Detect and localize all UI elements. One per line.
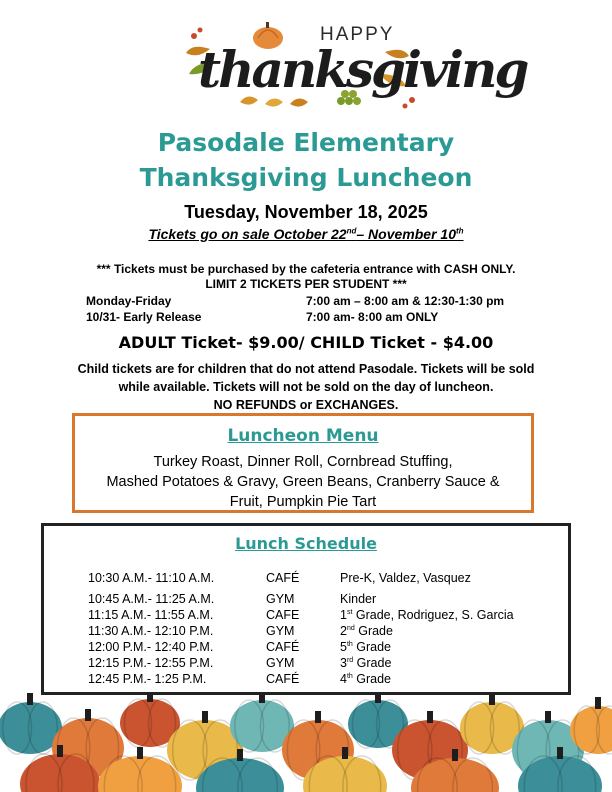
ticket-prices: ADULT Ticket- $9.00/ CHILD Ticket - $4.00 [118, 333, 494, 352]
schedule-row [44, 640, 568, 656]
schedule-location: CAFÉ [266, 571, 300, 585]
schedule-row [44, 608, 568, 624]
schedule-group-main: 3 [340, 656, 347, 670]
hours-days-2: 10/31- Early Release [86, 310, 202, 324]
purchase-notice: *** Tickets must be purchased by the cafeteria entrance with CASH ONLY. [96, 262, 516, 276]
schedule-group-main: 4 [340, 672, 347, 686]
logo-script-text: thanksgiving [198, 40, 527, 99]
schedule-group-main: 5 [340, 640, 347, 654]
event-title: Thanksgiving Luncheon [139, 163, 473, 192]
lunch-schedule-box [41, 523, 571, 695]
schedule-group-rest: Grade [354, 624, 393, 638]
schedule-group [340, 640, 391, 654]
schedule-location: GYM [266, 592, 295, 606]
schedule-time: 12:15 P.M.- 12:55 P.M. [88, 656, 214, 670]
schedule-group-main: Pre-K, Valdez, Vasquez [340, 571, 471, 585]
menu-title: Luncheon Menu [227, 426, 379, 446]
schedule-group [340, 592, 376, 606]
refund-policy: NO REFUNDS or EXCHANGES. [213, 398, 399, 412]
ticket-sale-end-suffix: th [455, 226, 464, 236]
schedule-location: CAFÉ [266, 640, 300, 654]
schedule-location: CAFÉ [266, 672, 300, 686]
schedule-row [44, 656, 568, 672]
schedule-title: Lunch Schedule [235, 534, 377, 553]
schedule-row [44, 672, 568, 688]
schedule-location: GYM [266, 656, 295, 670]
hours-times-2: 7:00 am- 8:00 am ONLY [306, 310, 439, 324]
schedule-group-rest: Grade [352, 672, 392, 686]
school-name: Pasodale Elementary [157, 128, 455, 157]
limit-notice: LIMIT 2 TICKETS PER STUDENT *** [205, 277, 407, 291]
schedule-time: 12:45 P.M.- 1:25 P.M. [88, 672, 207, 686]
schedule-group-main: 1 [340, 608, 347, 622]
ticket-sale-end: – November 10 [356, 226, 456, 242]
schedule-group-main: 2 [340, 624, 347, 638]
schedule-time: 11:30 A.M.- 12:10 P.M. [88, 624, 214, 638]
menu-line: Turkey Roast, Dinner Roll, Cornbread Stuffing, [153, 454, 453, 470]
schedule-group-suffix: st [346, 608, 353, 616]
schedule-group-rest: Grade, Rodriguez, S. Garcia [352, 608, 514, 622]
event-date: Tuesday, November 18, 2025 [184, 202, 428, 222]
schedule-location: GYM [266, 624, 295, 638]
schedule-group-suffix: nd [346, 624, 355, 632]
schedule-time: 10:30 A.M.- 11:10 A.M. [88, 571, 215, 585]
schedule-row [44, 592, 568, 608]
schedule-row [44, 571, 568, 587]
menu-box [72, 413, 534, 513]
schedule-group-main: Kinder [340, 592, 377, 606]
schedule-group-rest: Grade [352, 640, 392, 654]
happy-thanksgiving-logo [180, 14, 527, 114]
schedule-time: 11:15 A.M.- 11:55 A.M. [88, 608, 214, 622]
schedule-group-suffix: rd [346, 656, 354, 664]
schedule-group [340, 608, 514, 622]
ticket-sale-start: Tickets go on sale October 22 [148, 226, 347, 242]
schedule-group [340, 624, 393, 638]
schedule-row [44, 624, 568, 640]
logo-happy-text: HAPPY [320, 24, 395, 45]
schedule-time: 12:00 P.M.- 12:40 P.M. [88, 640, 214, 654]
ticket-info-line: Child tickets are for children that do not attend Pasodale. Tickets will be sold [77, 362, 535, 376]
ticket-info [0, 360, 612, 414]
menu-line: Fruit, Pumpkin Pie Tart [229, 494, 377, 510]
schedule-group-suffix: th [346, 672, 353, 680]
schedule-group [340, 672, 391, 686]
ticket-sale-start-suffix: nd [346, 226, 357, 236]
schedule-group [340, 571, 471, 585]
schedule-group-rest: Grade [353, 656, 392, 670]
schedule-location: CAFE [266, 608, 300, 622]
menu-line: Mashed Potatoes & Gravy, Green Beans, Cranberry Sauce & [106, 474, 500, 490]
hours-days-1: Monday-Friday [86, 294, 172, 308]
hours-times-1: 7:00 am – 8:00 am & 12:30-1:30 pm [306, 294, 505, 308]
schedule-group-suffix: th [346, 640, 353, 648]
schedule-group [340, 656, 391, 670]
pumpkin-border-decoration [0, 688, 612, 792]
ticket-sale-dates [0, 226, 612, 242]
ticket-info-line: while available. Tickets will not be sold on the day of luncheon. [118, 380, 494, 394]
schedule-time: 10:45 A.M.- 11:25 A.M. [88, 592, 215, 606]
